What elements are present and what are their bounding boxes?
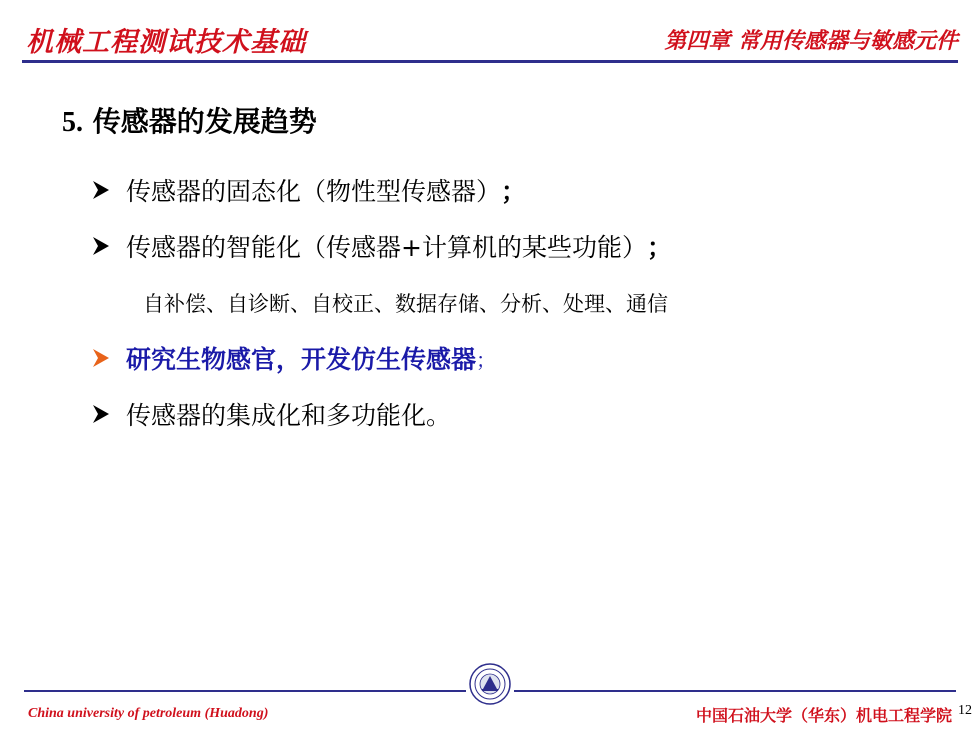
- slide-title: [62, 100, 317, 140]
- slide-title-text: 传感器的发展趋势: [92, 105, 317, 138]
- course-title: 机械工程测试技术基础: [26, 27, 306, 58]
- arrow-bullet-icon: [92, 404, 110, 424]
- bullet-end: ；: [646, 233, 672, 262]
- bullet-end: ；: [501, 177, 527, 206]
- arrow-bullet-icon: [92, 180, 110, 200]
- arrow-bullet-icon: [92, 236, 110, 256]
- bullet-item-solid-state: [92, 172, 526, 208]
- bullet-item-integration: [92, 396, 451, 432]
- header-divider: [22, 60, 958, 63]
- footer-divider-right: [514, 690, 956, 692]
- slide-title-number: 5.: [62, 107, 83, 138]
- bullet-item-bionic: [92, 340, 496, 376]
- chapter-title: 第四章 常用传感器与敏感元件: [664, 28, 958, 54]
- bullet-text: 传感器的集成化和多功能化。: [126, 401, 452, 430]
- footer-university-chinese: 中国石油大学（华东）机电工程学院: [695, 706, 952, 725]
- footer-divider-left: [24, 690, 466, 692]
- arrow-bullet-icon: [92, 348, 110, 368]
- footer-university-english: China university of petroleum (Huadong): [28, 706, 269, 721]
- bullet-text: 传感器的固态化（物性型传感器）: [126, 177, 502, 206]
- bullet-text: 传感器的智能化（传感器+计算机的某些功能）: [126, 233, 647, 262]
- bullet-item-intelligent: [92, 228, 672, 264]
- bullet-text: 研究生物感官，开发仿生传感器: [126, 345, 477, 374]
- university-seal-icon: [469, 663, 511, 705]
- intelligent-sub-detail: 自补偿、自诊断、自校正、数据存储、分析、处理、通信: [143, 292, 668, 316]
- bullet-end: ；: [476, 347, 497, 372]
- page-number: 12: [958, 703, 972, 718]
